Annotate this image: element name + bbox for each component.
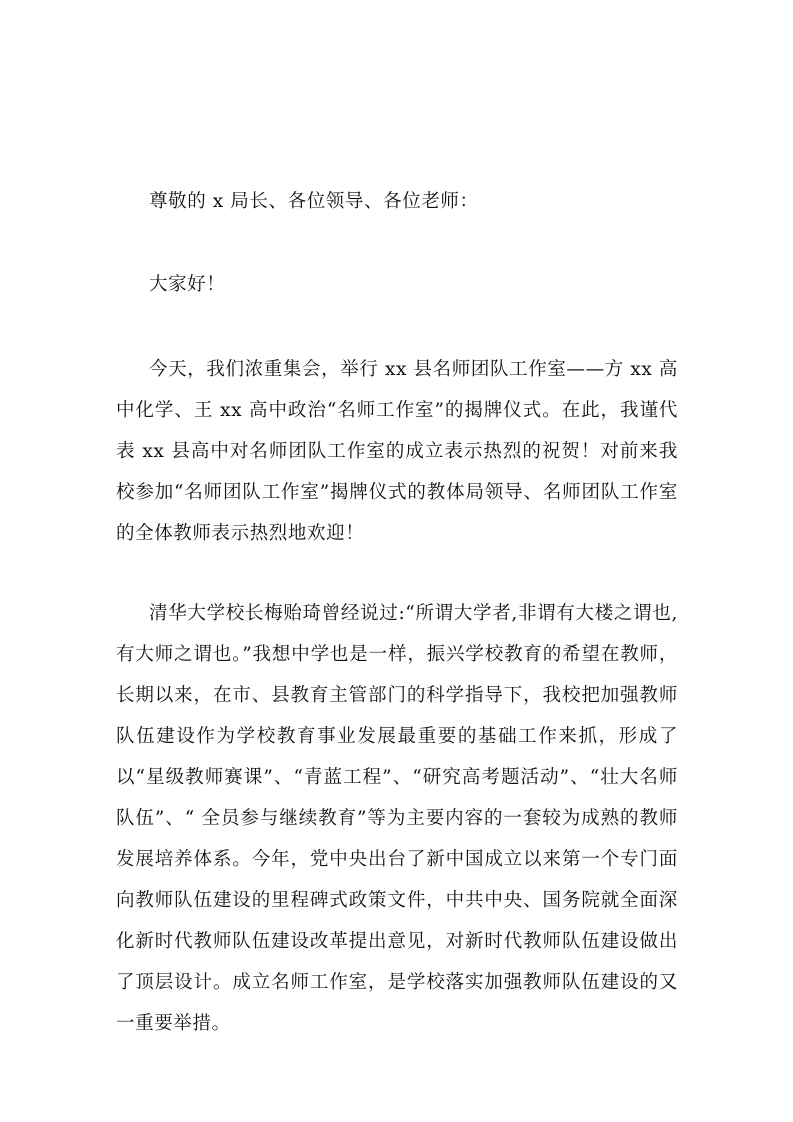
intro-paragraph: 今天，我们浓重集会，举行 xx 县名师团队工作室——方 xx 高中化学、王 xx 高中政治“名师工作室”的揭牌仪式。在此，我谨代表 xx 县高中对名师团队工作室的成立表示热烈的祝贺！对前来我校参加“名师团队工作室”揭牌仪式的教体局领导、名师团队工作室的全体教师表示热烈地欢迎！ <box>116 359 678 544</box>
greeting-paragraph: 大家好！ <box>149 274 226 295</box>
salutation-paragraph: 尊敬的 x 局长、各位领导、各位老师： <box>149 191 479 212</box>
body-paragraph: 清华大学校长梅贻琦曾经说过:“所谓大学者,非谓有大楼之谓也,有大师之谓也。”我想中学也是一样，振兴学校教育的希望在教师，长期以来，在市、县教育主管部门的科学指导下，我校把加强教师队伍建设作为学校教育事业发展最重要的基础工作来抓，形成了以“星级教师赛课”、“青蓝工程”、“研究高考题活动”、“壮大名师队伍”、“ 全员参与继续教育”等为主要内容的一套较为成熟的教师发展培养体系。今年，党中央出台了新中国成立以来第一个专门面向教师队伍建设的里程碑式政策文件，中共中央、国务院就全面深化新时代教师队伍建设改革提出意见，对新时代教师队伍建设做出了顶层设计。成立名师工作室，是学校落实加强教师队伍建设的又一重要举措。 <box>116 603 678 1034</box>
